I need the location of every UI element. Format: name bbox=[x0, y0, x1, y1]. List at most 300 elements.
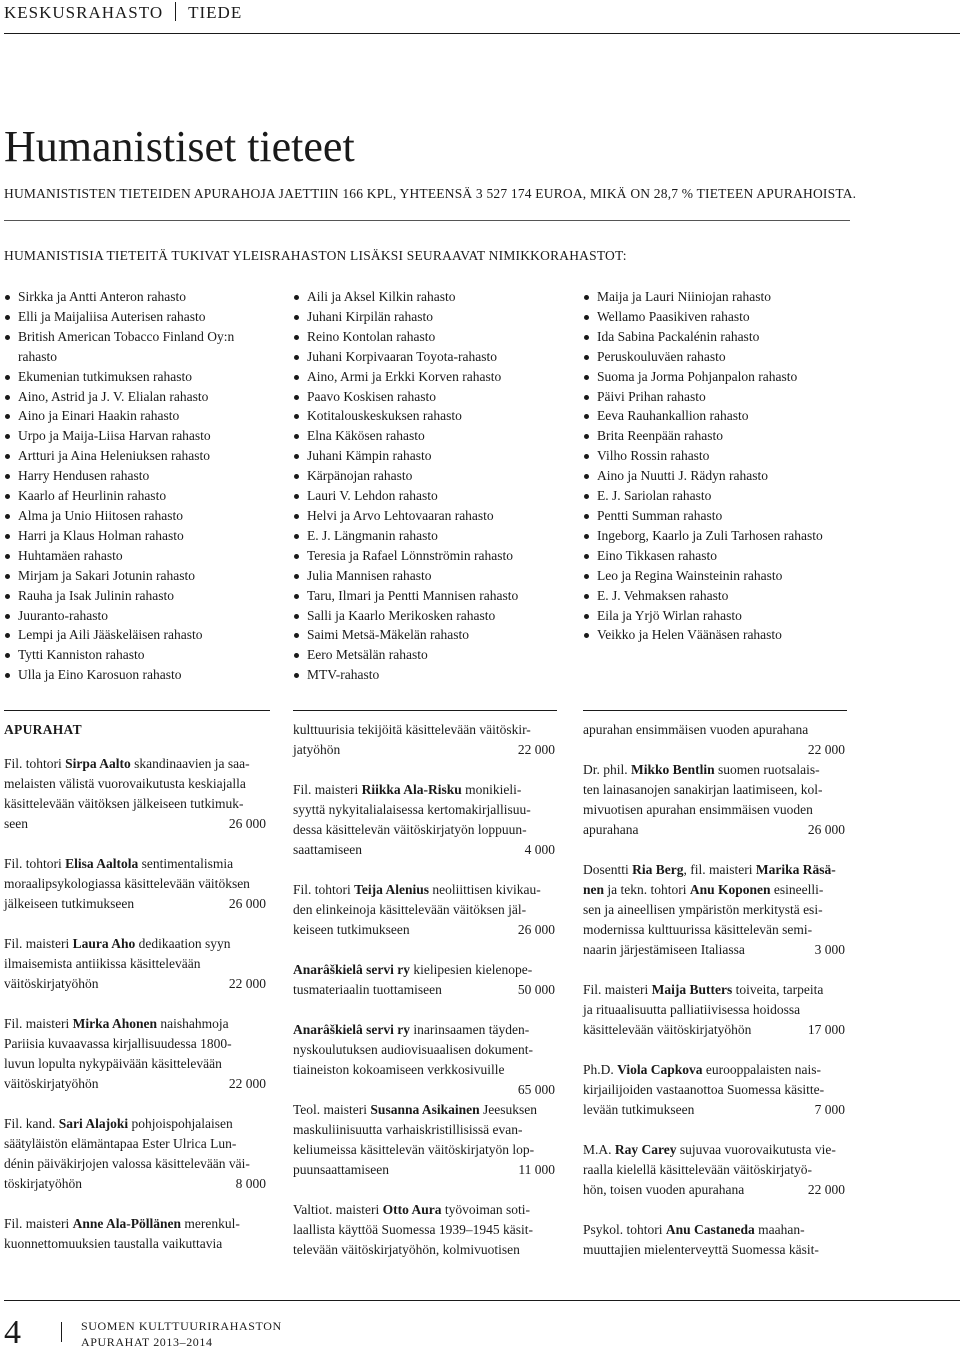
grant-text: saattamiseen bbox=[293, 842, 362, 857]
grant-entry bbox=[4, 754, 266, 834]
grant-entry bbox=[293, 960, 555, 1000]
fund-name: Kärpänojan rahasto bbox=[307, 468, 413, 484]
grant-line bbox=[4, 1054, 266, 1074]
bullet-icon bbox=[584, 315, 589, 320]
fund-name: Alma ja Unio Hiitosen rahasto bbox=[18, 507, 183, 523]
grant-amount: 26 000 bbox=[228, 896, 266, 911]
grant-text: käsittelevään väitöskirjatyöhön bbox=[583, 1022, 752, 1037]
grant-line bbox=[4, 954, 266, 974]
fund-name: Juhani Kämpin rahasto bbox=[307, 448, 432, 464]
grant-text: väitöskirjatyöhön bbox=[4, 1076, 99, 1091]
grant-entry bbox=[583, 720, 845, 757]
grant-text: muuttajien mielenterveyttä Suomessa käsit- bbox=[583, 1242, 819, 1257]
fund-name: Juhani Korpivaaran Toyota-rahasto bbox=[307, 348, 497, 364]
fund-list-item bbox=[583, 446, 823, 466]
grant-text: tusmateriaalin tuottamiseen bbox=[293, 982, 442, 997]
fund-name: Julia Mannisen rahasto bbox=[307, 567, 432, 583]
fund-list-column-1 bbox=[4, 287, 234, 685]
grant-text: Teol. maisteri bbox=[293, 1102, 371, 1117]
grant-text: ilmaisemista antiikissa käsittelevään bbox=[4, 956, 201, 971]
grant-text: Fil. maisteri bbox=[4, 1016, 73, 1031]
bullet-icon bbox=[294, 633, 299, 638]
grant-recipient: Anarâškielâ servi ry bbox=[293, 1022, 410, 1037]
fund-name: Kotitalouskeskuksen rahasto bbox=[307, 408, 462, 424]
grant-text: ten lainasanojen sanakirjan laatimiseen, kol- bbox=[583, 782, 823, 797]
grant-text: Pariisia kuvaavassa kirjallisuudessa 1800- bbox=[4, 1036, 232, 1051]
grant-line bbox=[4, 1134, 266, 1154]
grant-line bbox=[583, 760, 845, 780]
grant-line bbox=[4, 1174, 266, 1194]
fund-name: Helvi ja Arvo Lehtovaaran rahasto bbox=[307, 507, 494, 523]
grant-line bbox=[293, 1040, 555, 1060]
bullet-icon bbox=[5, 594, 10, 599]
bullet-icon bbox=[294, 673, 299, 678]
grant-amount: 22 000 bbox=[807, 1182, 845, 1197]
grant-line bbox=[4, 1114, 266, 1134]
fund-list-item bbox=[583, 486, 823, 506]
grant-text: käsittelevään väitöksen jälkeiseen tutkimuk- bbox=[4, 796, 244, 811]
grant-line bbox=[293, 1100, 555, 1120]
grant-text: maahan- bbox=[754, 1222, 805, 1237]
grant-line bbox=[4, 1014, 266, 1034]
fund-name: Aino ja Nuutti J. Rädyn rahasto bbox=[597, 468, 768, 484]
grant-text: jatyöhön bbox=[293, 742, 341, 757]
grant-recipient: Sari Alajoki bbox=[58, 1116, 129, 1131]
grant-text: naishahmoja bbox=[157, 1016, 229, 1031]
grant-line bbox=[293, 800, 555, 820]
grant-line bbox=[293, 820, 555, 840]
grant-text: hön, toisen vuoden apurahana bbox=[583, 1182, 745, 1197]
fund-name: Harri ja Klaus Holman rahasto bbox=[18, 527, 184, 543]
fund-list-item bbox=[293, 466, 518, 486]
bullet-icon bbox=[294, 494, 299, 499]
grant-line bbox=[583, 780, 845, 800]
fund-name: Eero Metsälän rahasto bbox=[307, 647, 428, 663]
grant-recipient: Laura Aho bbox=[72, 936, 136, 951]
bullet-icon bbox=[5, 434, 10, 439]
grant-line bbox=[293, 1200, 555, 1220]
bullet-icon bbox=[584, 355, 589, 360]
fund-name: MTV-rahasto bbox=[307, 667, 380, 683]
grant-text: inarinsaamen täyden- bbox=[410, 1022, 530, 1037]
grant-text: kulttuurisia tekijöitä käsittelevään väitöskir- bbox=[293, 722, 531, 737]
grant-line bbox=[293, 960, 555, 980]
grant-text: M.A. bbox=[583, 1142, 615, 1157]
grant-line bbox=[293, 1120, 555, 1140]
grant-amount: 26 000 bbox=[517, 922, 555, 937]
footer-rule bbox=[4, 1300, 960, 1301]
fund-list-item bbox=[4, 586, 234, 606]
grant-line bbox=[4, 874, 266, 894]
grants-rule-2 bbox=[293, 710, 557, 711]
fund-name: Teresia ja Rafael Lönnströmin rahasto bbox=[307, 547, 513, 563]
grant-amount: 26 000 bbox=[228, 816, 266, 831]
fund-list-item bbox=[583, 347, 823, 367]
grant-text: pohjoispohjalaisen bbox=[128, 1116, 233, 1131]
grant-text: esineelli- bbox=[770, 882, 824, 897]
grants-column-3 bbox=[583, 720, 845, 1280]
fund-list-item bbox=[293, 406, 518, 426]
bullet-icon bbox=[294, 355, 299, 360]
fund-name: Veikko ja Helen Väänäsen rahasto bbox=[597, 627, 782, 643]
grant-line bbox=[583, 720, 845, 740]
fund-list-item bbox=[583, 327, 823, 347]
grant-recipient: Anu Castaneda bbox=[665, 1222, 755, 1237]
fund-list-item bbox=[293, 566, 518, 586]
grant-recipient: Sirpa Aalto bbox=[65, 756, 131, 771]
grant-text: Fil. kand. bbox=[4, 1116, 59, 1131]
grant-line bbox=[4, 1214, 266, 1234]
fund-list-item bbox=[583, 526, 823, 546]
running-header bbox=[4, 2, 242, 23]
grant-line bbox=[583, 900, 845, 920]
fund-list-item bbox=[293, 586, 518, 606]
grant-line bbox=[583, 820, 845, 840]
grant-amount: 22 000 bbox=[517, 742, 555, 757]
grant-line bbox=[583, 1220, 845, 1240]
grant-line bbox=[583, 1180, 845, 1200]
fund-name: Artturi ja Aina Heleniuksen rahasto bbox=[18, 448, 210, 464]
fund-name: Aino ja Einari Haakin rahasto bbox=[18, 408, 180, 424]
fund-name: Reino Kontolan rahasto bbox=[307, 328, 436, 344]
bullet-icon bbox=[584, 494, 589, 499]
grant-line bbox=[293, 740, 555, 760]
footer-report: APURAHAT 2013–2014 bbox=[81, 1335, 213, 1349]
fund-list-item bbox=[293, 645, 518, 665]
fund-name: Vilho Rossin rahasto bbox=[597, 448, 710, 464]
grant-text: laallista käyttöä Suomessa 1939–1945 käsit- bbox=[293, 1222, 533, 1237]
grant-line bbox=[583, 940, 845, 960]
bullet-icon bbox=[294, 554, 299, 559]
bullet-icon bbox=[294, 395, 299, 400]
bullet-icon bbox=[584, 534, 589, 539]
grant-line bbox=[583, 1000, 845, 1020]
fund-list-item bbox=[4, 426, 234, 446]
grant-text: syyttä nykyitalialaisessa kertomakirjallisuu- bbox=[293, 802, 531, 817]
grant-text: Dr. phil. bbox=[583, 762, 632, 777]
bullet-icon bbox=[5, 673, 10, 678]
grant-entry bbox=[583, 1140, 845, 1200]
fund-list-item bbox=[293, 426, 518, 446]
grant-text: televään väitöskirjatyöhön, kolmivuotisen bbox=[293, 1242, 520, 1257]
grant-text: Fil. maisteri bbox=[583, 982, 652, 997]
grant-line bbox=[293, 980, 555, 1000]
footer-separator bbox=[61, 1322, 62, 1342]
grant-text: töskirjatyöhön bbox=[4, 1176, 82, 1191]
bullet-icon bbox=[5, 614, 10, 619]
grant-line bbox=[4, 794, 266, 814]
fund-name: Mirjam ja Sakari Jotunin rahasto bbox=[18, 567, 195, 583]
fund-name: Tytti Kanniston rahasto bbox=[18, 647, 145, 663]
grant-line bbox=[293, 720, 555, 740]
fund-list-item bbox=[293, 665, 518, 685]
fund-name: E. J. Sariolan rahasto bbox=[597, 488, 712, 504]
fund-list-item bbox=[293, 546, 518, 566]
fund-list-item bbox=[583, 406, 823, 426]
bullet-icon bbox=[294, 335, 299, 340]
bullet-icon bbox=[5, 315, 10, 320]
grant-recipient: Mikko Bentlin bbox=[631, 762, 715, 777]
grant-text: Dosentti bbox=[583, 862, 633, 877]
fund-list-item bbox=[4, 307, 234, 327]
bullet-icon bbox=[294, 614, 299, 619]
grant-text: Fil. tohtori bbox=[293, 882, 355, 897]
grant-line bbox=[4, 934, 266, 954]
grant-amount: 22 000 bbox=[228, 976, 266, 991]
grant-line bbox=[4, 774, 266, 794]
bullet-icon bbox=[584, 295, 589, 300]
bullet-icon bbox=[294, 414, 299, 419]
fund-list-item bbox=[293, 606, 518, 626]
header-section: TIEDE bbox=[188, 3, 243, 22]
grant-line bbox=[583, 980, 845, 1000]
grant-text: dessa käsittelevän väitöskirjatyön loppuun- bbox=[293, 822, 527, 837]
fund-list-item bbox=[4, 665, 234, 685]
grant-amount: 50 000 bbox=[517, 982, 555, 997]
grant-line bbox=[293, 1220, 555, 1240]
grant-line bbox=[583, 1020, 845, 1040]
bullet-icon bbox=[5, 395, 10, 400]
fund-list-item bbox=[583, 466, 823, 486]
bullet-icon bbox=[5, 653, 10, 658]
fund-list-column-2 bbox=[293, 287, 518, 685]
bullet-icon bbox=[584, 594, 589, 599]
fund-list-item bbox=[4, 406, 234, 426]
fund-name: Juuranto-rahasto bbox=[18, 607, 108, 623]
grant-text: skandinaavien ja saa- bbox=[130, 756, 250, 771]
bullet-icon bbox=[5, 554, 10, 559]
fund-name: Peruskouluväen rahasto bbox=[597, 348, 726, 364]
fund-list-item bbox=[293, 506, 518, 526]
grant-line bbox=[293, 1160, 555, 1180]
fund-name: Maija ja Lauri Niiniojan rahasto bbox=[597, 289, 771, 304]
grant-line bbox=[583, 880, 845, 900]
fund-name: Sirkka ja Antti Anteron rahasto bbox=[18, 289, 186, 304]
bullet-icon bbox=[5, 574, 10, 579]
grant-text: naarin järjestämiseen Italiassa bbox=[583, 942, 745, 957]
footer-publication bbox=[81, 1318, 282, 1350]
grant-text: monikieli- bbox=[461, 782, 522, 797]
bullet-icon bbox=[584, 375, 589, 380]
bullet-icon bbox=[584, 574, 589, 579]
fund-list-item bbox=[4, 466, 234, 486]
grant-text: ja tekn. tohtori bbox=[604, 882, 690, 897]
fund-list-item bbox=[293, 307, 518, 327]
fund-name: Eino Tikkasen rahasto bbox=[597, 547, 717, 563]
bullet-icon bbox=[294, 574, 299, 579]
bullet-icon bbox=[294, 653, 299, 658]
grants-rule-3 bbox=[583, 710, 847, 711]
grant-text: nyskoulutuksen audiovisuaalisen dokument- bbox=[293, 1042, 533, 1057]
fund-list-item bbox=[293, 327, 518, 347]
bullet-icon bbox=[294, 315, 299, 320]
grant-recipient: Marika Räsä- bbox=[755, 862, 836, 877]
grant-text: toiveita, tarpeita bbox=[732, 982, 824, 997]
section-divider bbox=[4, 220, 850, 221]
grant-text: Valtiot. maisteri bbox=[293, 1202, 383, 1217]
fund-name: Päivi Prihan rahasto bbox=[597, 388, 706, 404]
bullet-icon bbox=[584, 414, 589, 419]
grant-text: työvoiman soti- bbox=[441, 1202, 530, 1217]
fund-list-item bbox=[583, 506, 823, 526]
grant-amount: 22 000 bbox=[807, 742, 845, 757]
grant-text: luvun lopulta nykypäivään käsittelevään bbox=[4, 1056, 222, 1071]
grant-text: Fil. tohtori bbox=[4, 856, 66, 871]
fund-name: E. J. Vehmaksen rahasto bbox=[597, 587, 729, 603]
grant-amount: 22 000 bbox=[228, 1076, 266, 1091]
grant-entry bbox=[583, 860, 845, 960]
grant-line bbox=[583, 1140, 845, 1160]
bullet-icon bbox=[584, 335, 589, 340]
grant-entry bbox=[293, 1200, 555, 1260]
bullet-icon bbox=[584, 614, 589, 619]
fund-name: Taru, Ilmari ja Pentti Mannisen rahasto bbox=[307, 587, 519, 603]
grant-text: Ph.D. bbox=[583, 1062, 618, 1077]
fund-name: Aino, Armi ja Erkki Korven rahasto bbox=[307, 368, 502, 384]
bullet-icon bbox=[584, 454, 589, 459]
fund-list-item bbox=[583, 546, 823, 566]
header-separator bbox=[175, 2, 176, 21]
grants-heading: APURAHAT bbox=[4, 722, 82, 737]
intro-text: HUMANISTISTEN TIETEIDEN APURAHOJA JAETTIIN 166 KPL, YHTEENSÄ 3 527 174 EUROA, MIKÄ ON 28,7 % TIETEEN APURAHOISTA. bbox=[4, 186, 857, 201]
grant-text: Fil. maisteri bbox=[4, 1216, 73, 1231]
fund-name: Aili ja Aksel Kilkin rahasto bbox=[307, 289, 456, 304]
fund-list-item bbox=[583, 566, 823, 586]
grant-line bbox=[583, 1160, 845, 1180]
bullet-icon bbox=[294, 514, 299, 519]
grant-text: kirjailijoiden vastaanottoa Suomessa käsitte- bbox=[583, 1082, 825, 1097]
grant-text: dénin päiväkirjojen valossa käsittelevään väi- bbox=[4, 1156, 250, 1171]
fund-name: Eila ja Yrjö Wirlan rahasto bbox=[597, 607, 742, 623]
bullet-icon bbox=[294, 295, 299, 300]
grant-recipient: Ray Carey bbox=[614, 1142, 677, 1157]
fund-list-item bbox=[4, 566, 234, 586]
grant-recipient: Anu Koponen bbox=[689, 882, 771, 897]
grant-text: mivuotisen apurahan ensimmäisen vuoden bbox=[583, 802, 813, 817]
grant-line bbox=[293, 1060, 555, 1080]
bullet-icon bbox=[5, 295, 10, 300]
bullet-icon bbox=[584, 554, 589, 559]
fund-name: Saimi Metsä-Mäkelän rahasto bbox=[307, 627, 469, 643]
grant-entry bbox=[293, 780, 555, 860]
grant-recipient: Viola Capkova bbox=[617, 1062, 703, 1077]
fund-list-item bbox=[583, 625, 823, 645]
grant-line bbox=[583, 800, 845, 820]
grant-entry bbox=[4, 1114, 266, 1194]
fund-list-item bbox=[293, 367, 518, 387]
bullet-icon bbox=[5, 375, 10, 380]
fund-name: Harry Hendusen rahasto bbox=[18, 468, 150, 484]
grant-line bbox=[4, 894, 266, 914]
page-number: 4 bbox=[4, 1314, 21, 1351]
fund-name: Brita Reenpään rahasto bbox=[597, 428, 723, 444]
bullet-icon bbox=[5, 474, 10, 479]
grant-text: suomen ruotsalais- bbox=[714, 762, 820, 777]
fund-list-item bbox=[583, 426, 823, 446]
grant-line bbox=[583, 1100, 845, 1120]
fund-list-item bbox=[293, 347, 518, 367]
grant-line bbox=[583, 920, 845, 940]
grant-entry bbox=[4, 854, 266, 914]
grant-text: keliumeissa käsittelevän väitöskirjatyön lop- bbox=[293, 1142, 535, 1157]
fund-list-item bbox=[583, 287, 823, 307]
grant-text: Fil. tohtori bbox=[4, 756, 66, 771]
fund-name: Huhtamäen rahasto bbox=[18, 547, 123, 563]
grant-amount: 11 000 bbox=[518, 1162, 555, 1177]
grant-line bbox=[4, 1034, 266, 1054]
grant-text: ja rituaalisuutta palliatiivisessa hoidossa bbox=[583, 1002, 801, 1017]
grant-text: den elinkeinoja käsittelevään väitöksen jäl- bbox=[293, 902, 527, 917]
grant-line bbox=[4, 754, 266, 774]
fund-list-item bbox=[4, 526, 234, 546]
grant-text: Jeesuksen bbox=[479, 1102, 537, 1117]
grant-text: väitöskirjatyöhön bbox=[4, 976, 99, 991]
fund-list-item bbox=[4, 387, 234, 407]
fund-list-item bbox=[293, 625, 518, 645]
fund-name: Kaarlo af Heurlinin rahasto bbox=[18, 488, 167, 504]
grant-line bbox=[293, 780, 555, 800]
fund-list-item bbox=[293, 446, 518, 466]
grant-text: merenkul- bbox=[181, 1216, 240, 1231]
fund-name: Leo ja Regina Wainsteinin rahasto bbox=[597, 567, 783, 583]
fund-name: Aino, Astrid ja J. V. Elialan rahasto bbox=[18, 388, 209, 404]
fund-list-item bbox=[4, 347, 234, 367]
grant-line bbox=[583, 860, 845, 880]
grant-recipient: Susanna Asikainen bbox=[370, 1102, 480, 1117]
fund-name: Wellamo Paasikiven rahasto bbox=[597, 308, 750, 324]
fund-list-item bbox=[4, 506, 234, 526]
grant-text: kuonnettomuuksien taustalla vaikuttavia bbox=[4, 1236, 223, 1251]
grant-text: säätyläistön elämäntapaa Ester Ulrica Lun- bbox=[4, 1136, 237, 1151]
bullet-icon bbox=[294, 594, 299, 599]
fund-list-item bbox=[293, 486, 518, 506]
grant-amount: 8 000 bbox=[235, 1176, 266, 1191]
grant-line bbox=[4, 1154, 266, 1174]
bullet-icon bbox=[5, 534, 10, 539]
grant-text: Fil. maisteri bbox=[293, 782, 362, 797]
grant-line bbox=[4, 814, 266, 834]
fund-name: Lempi ja Aili Jääskeläisen rahasto bbox=[18, 627, 203, 643]
fund-name: British American Tobacco Finland Oy:n bbox=[18, 328, 235, 344]
grant-amount: 3 000 bbox=[814, 942, 845, 957]
grant-recipient: Otto Aura bbox=[382, 1202, 442, 1217]
fund-name: Ingeborg, Kaarlo ja Zuli Tarhosen rahasto bbox=[597, 527, 823, 543]
bullet-icon bbox=[294, 375, 299, 380]
grants-rule-1 bbox=[4, 710, 270, 711]
grant-recipient: Elisa Aaltola bbox=[65, 856, 139, 871]
fund-name: rahasto bbox=[18, 348, 57, 364]
grant-text: puunsaattamiseen bbox=[293, 1162, 389, 1177]
grant-text: moraalipsykologiassa käsittelevään väitöksen bbox=[4, 876, 250, 891]
grant-text: eurooppalaisten nais- bbox=[702, 1062, 821, 1077]
grant-entry bbox=[293, 1020, 555, 1097]
grant-line bbox=[293, 1240, 555, 1260]
grant-text: Fil. maisteri bbox=[4, 936, 73, 951]
grant-text: raalla kielellä käsittelevään väitöskirjatyö- bbox=[583, 1162, 813, 1177]
fund-name: Lauri V. Lehdon rahasto bbox=[307, 488, 438, 504]
grant-line bbox=[293, 840, 555, 860]
fund-list-heading: HUMANISTISIA TIETEITÄ TUKIVAT YLEISRAHASTON LISÄKSI SEURAAVAT NIMIKKORAHASTOT: bbox=[4, 248, 627, 263]
bullet-icon bbox=[294, 534, 299, 539]
header-rule bbox=[4, 33, 960, 34]
fund-name: E. J. Längmanin rahasto bbox=[307, 527, 438, 543]
fund-list-item bbox=[4, 625, 234, 645]
grant-line bbox=[4, 1074, 266, 1094]
grant-text: jälkeiseen tutkimukseen bbox=[4, 896, 135, 911]
grant-entry bbox=[583, 760, 845, 840]
bullet-icon bbox=[584, 474, 589, 479]
grant-amount: 7 000 bbox=[814, 1102, 845, 1117]
